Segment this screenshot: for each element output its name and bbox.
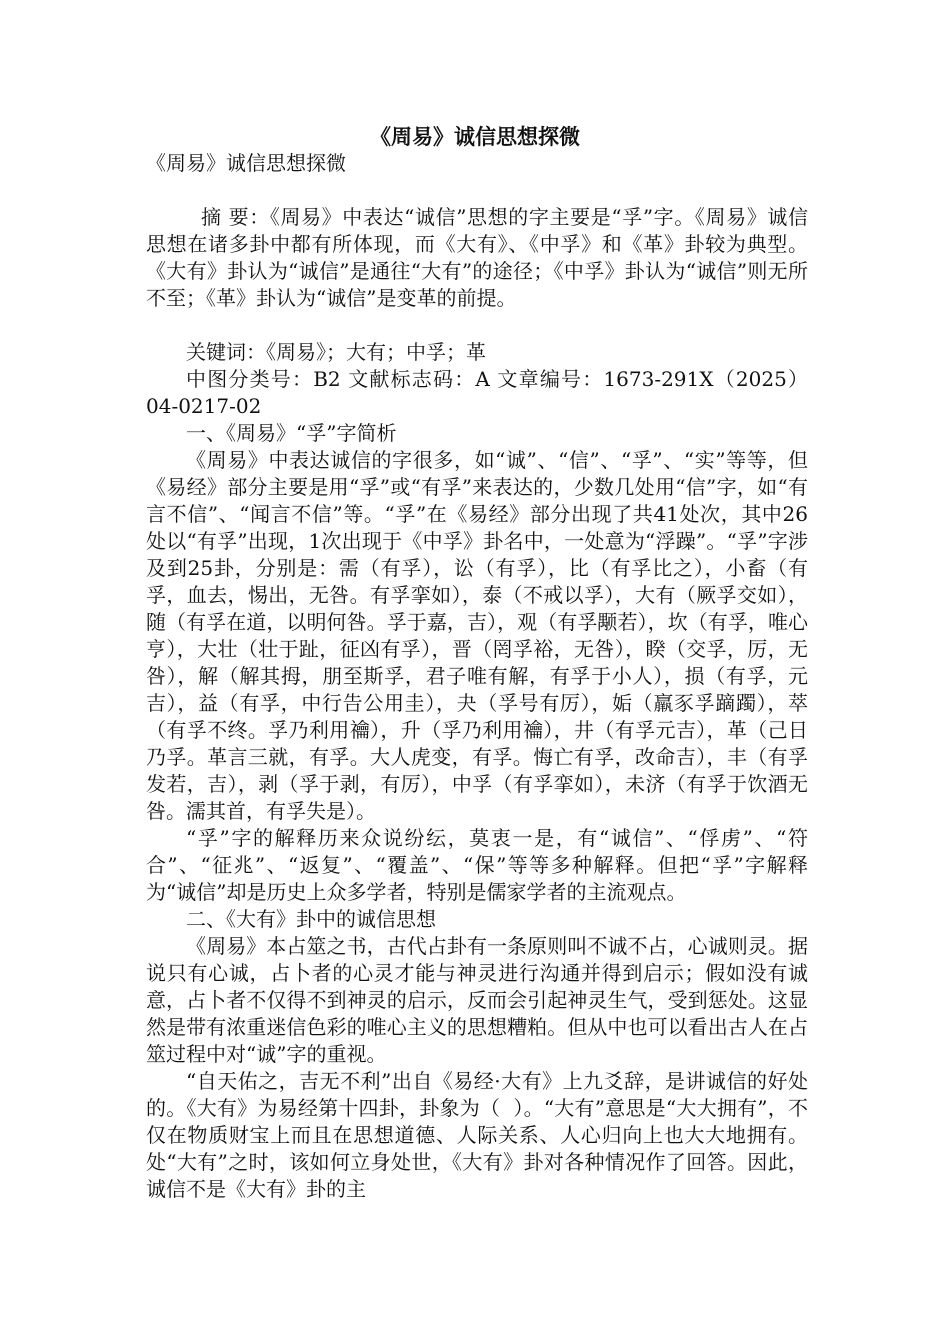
document-body <box>146 150 808 1203</box>
abstract-paragraph: 摘 要：《周易》中表达“诚信”思想的字主要是“孚”字。《周易》诚信思想在诸多卦中都有所体现，而《大有》、《中孚》和《革》卦较为典型。《大有》卦认为“诚信”是通往“大有”的途径；《中孚》卦认为“诚信”则无所不至；《革》卦认为“诚信”是变革的前提。 <box>146 205 808 310</box>
classification-line: 中图分类号：B2 文献标志码：A 文章编号：1673-291X（2025）04-0217-02 <box>146 367 808 418</box>
spacer <box>146 312 808 339</box>
section1-paragraph-2: “孚”字的解释历来众说纷纭，莫衷一是，有“诚信”、“俘虏”、“符合”、“征兆”、“返复”、“覆盖”、“保”等等多种解释。但把“孚”字解释为“诚信”却是历史上众多学者，特别是儒家学者的主流观点。 <box>146 826 808 904</box>
section2-heading: 二、《大有》卦中的诚信思想 <box>186 907 436 931</box>
document-subtitle: 《周易》诚信思想探微 <box>146 151 346 175</box>
keywords-line: 关键词：《周易》；大有；中孚；革 <box>186 340 486 364</box>
spacer <box>146 177 808 204</box>
section1-paragraph-1: 《周易》中表达诚信的字很多，如“诚”、“信”、“孚”、“实”等等，但《易经》部分主要是用“孚”或“有孚”来表达的，少数几处用“信”字，如“有言不信”、“闻言不信”等。“孚”在《易经》部分出现了共41处次，其中26处以“有孚”出现，1次出现于《中孚》卦名中，一处意为“浮躁”。“孚”字涉及到25卦，分别是：需（有孚），讼（有孚），比（有孚比之），小畜（有孚，血去，惕出，无咎。有孚挛如），泰（不戒以孚），大有（厥孚交如），随（有孚在道，以明何咎。孚于嘉，吉），观（有孚颙若），坎（有孚，唯心亨），大壮（壮于趾，征凶有孚），晋（罔孚裕，无咎），睽（交孚，厉，无咎），解（解其拇，朋至斯孚，君子唯有解，有孚于小人），损（有孚，元吉），益（有孚，中行告公用圭），夬（孚号有厉），姤（羸豕孚蹢躅），萃（有孚不终。孚乃利用禴），升（孚乃利用禴），井（有孚元吉），革（己日乃孚。革言三就，有孚。大人虎变，有孚。悔亡有孚，改命吉），丰（有孚发若，吉），剥（孚于剥，有厉），中孚（有孚挛如），未济（有孚于饮酒无咎。濡其首，有孚失是）。 <box>146 448 808 823</box>
section2-paragraph-1: 《周易》本占筮之书，古代占卦有一条原则叫不诚不占，心诚则灵。据说只有心诚，占卜者的心灵才能与神灵进行沟通并得到启示；假如没有诚意，占卜者不仅得不到神灵的启示，反而会引起神灵生气，受到惩处。这显然是带有浓重迷信色彩的唯心主义的思想糟粕。但从中也可以看出古人在占筮过程中对“诚”字的重视。 <box>146 934 808 1066</box>
document-title: 《周易》诚信思想探微 <box>370 124 580 149</box>
section1-heading: 一、《周易》“孚”字简析 <box>186 421 397 445</box>
section2-paragraph-2: “自天佑之，吉无不利”出自《易经·大有》上九爻辞，是讲诚信的好处的。《大有》为易经第十四卦，卦象为（ ）。“大有”意思是“大大拥有”，不仅在物质财宝上而且在思想道德、人际关系、人心归向上也大大地拥有。处“大有”之时，该如何立身处世，《大有》卦对各种情况作了回答。因此，诚信不是《大有》卦的主 <box>146 1069 808 1201</box>
